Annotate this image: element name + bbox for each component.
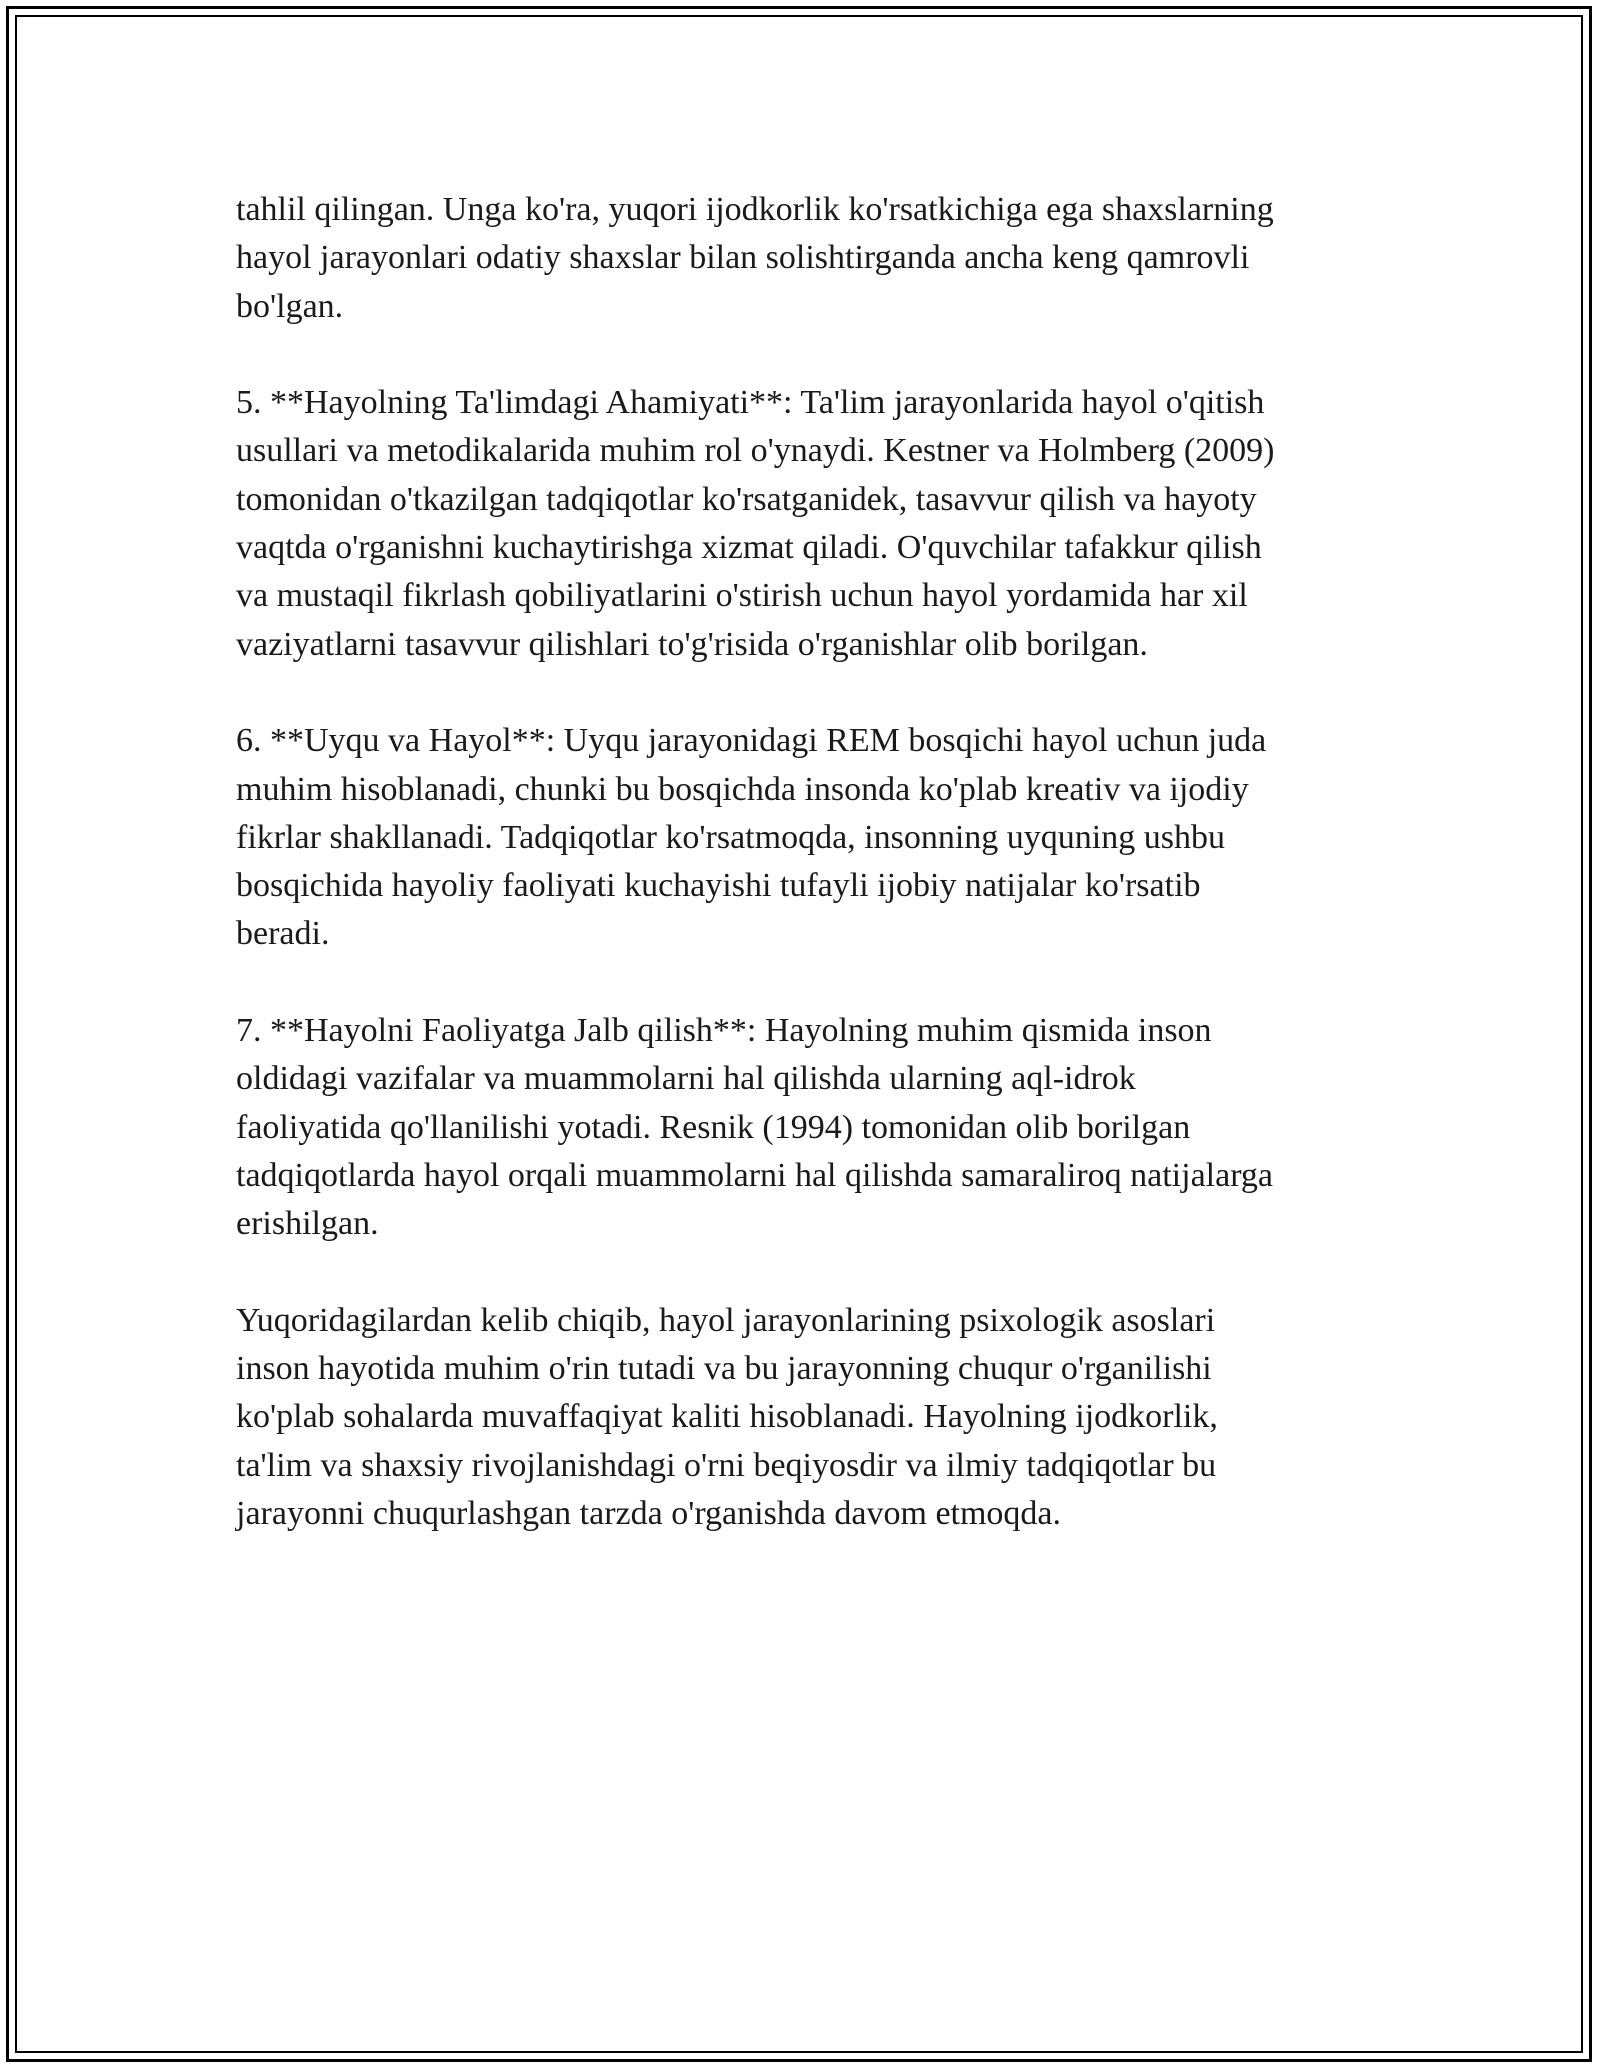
paragraph-continuation: tahlil qilingan. Unga ko'ra, yuqori ijodkorlik ko'rsatkichiga ega shaxslarning hayol jarayonlari odatiy shaxslar bilan solishtirganda ancha keng qamrovli bo'lgan.: [236, 191, 1274, 325]
paragraph-item-7: 7. **Hayolni Faoliyatga Jalb qilish**: Hayolning muhim qismida inson oldidagi vazifalar va muammolarni hal qilishda ularning aql-idrok faoliyatida qo'llanilishi yotadi. Resnik (1994) tomonidan olib borilgan tadqiqotlarda hayol orqali muammolarni hal qilishda samaraliroq natijalarga erishilgan.: [236, 1012, 1273, 1243]
document-body: [236, 186, 1366, 1587]
paragraph-item-6: 6. **Uyqu va Hayol**: Uyqu jarayonidagi REM bosqichi hayol uchun juda muhim hisoblanadi, chunki bu bosqichda insonda ko'plab kreativ va ijodiy fikrlar shakllanadi. Tadqiqotlar ko'rsatmoqda, insonning uyquning ushbu bosqichida hayoliy faoliyati kuchayishi tufayli ijobiy natijalar ko'rsatib beradi.: [236, 722, 1267, 953]
paragraph-conclusion: Yuqoridagilardan kelib chiqib, hayol jarayonlarining psixologik asoslari inson hayotida muhim o'rin tutadi va bu jarayonning chuqur o'rganilishi ko'plab sohalarda muvaffaqiyat kaliti hisoblanadi. Hayolning ijodkorlik, ta'lim va shaxsiy rivojlanishdagi o'rni beqiyosdir va ilmiy tadqiqotlar bu jarayonni chuqurlashgan tarzda o'rganishda davom etmoqda.: [236, 1301, 1218, 1533]
paragraph-item-5: 5. **Hayolning Ta'limdagi Ahamiyati**: Ta'lim jarayonlarida hayol o'qitish usullari va metodikalarida muhim rol o'ynaydi. Kestner va Holmberg (2009) tomonidan o'tkazilgan tadqiqotlar ko'rsatganidek, tasavvur qilish va hayoty vaqtda o'rganishni kuchaytirishga xizmat qiladi. O'quvchilar tafakkur qilish va mustaqil fikrlash qobiliyatlarini o'stirish uchun hayol yordamida har xil vaziyatlarni tasavvur qilishlari to'g'risida o'rganishlar olib borilgan.: [236, 384, 1275, 663]
